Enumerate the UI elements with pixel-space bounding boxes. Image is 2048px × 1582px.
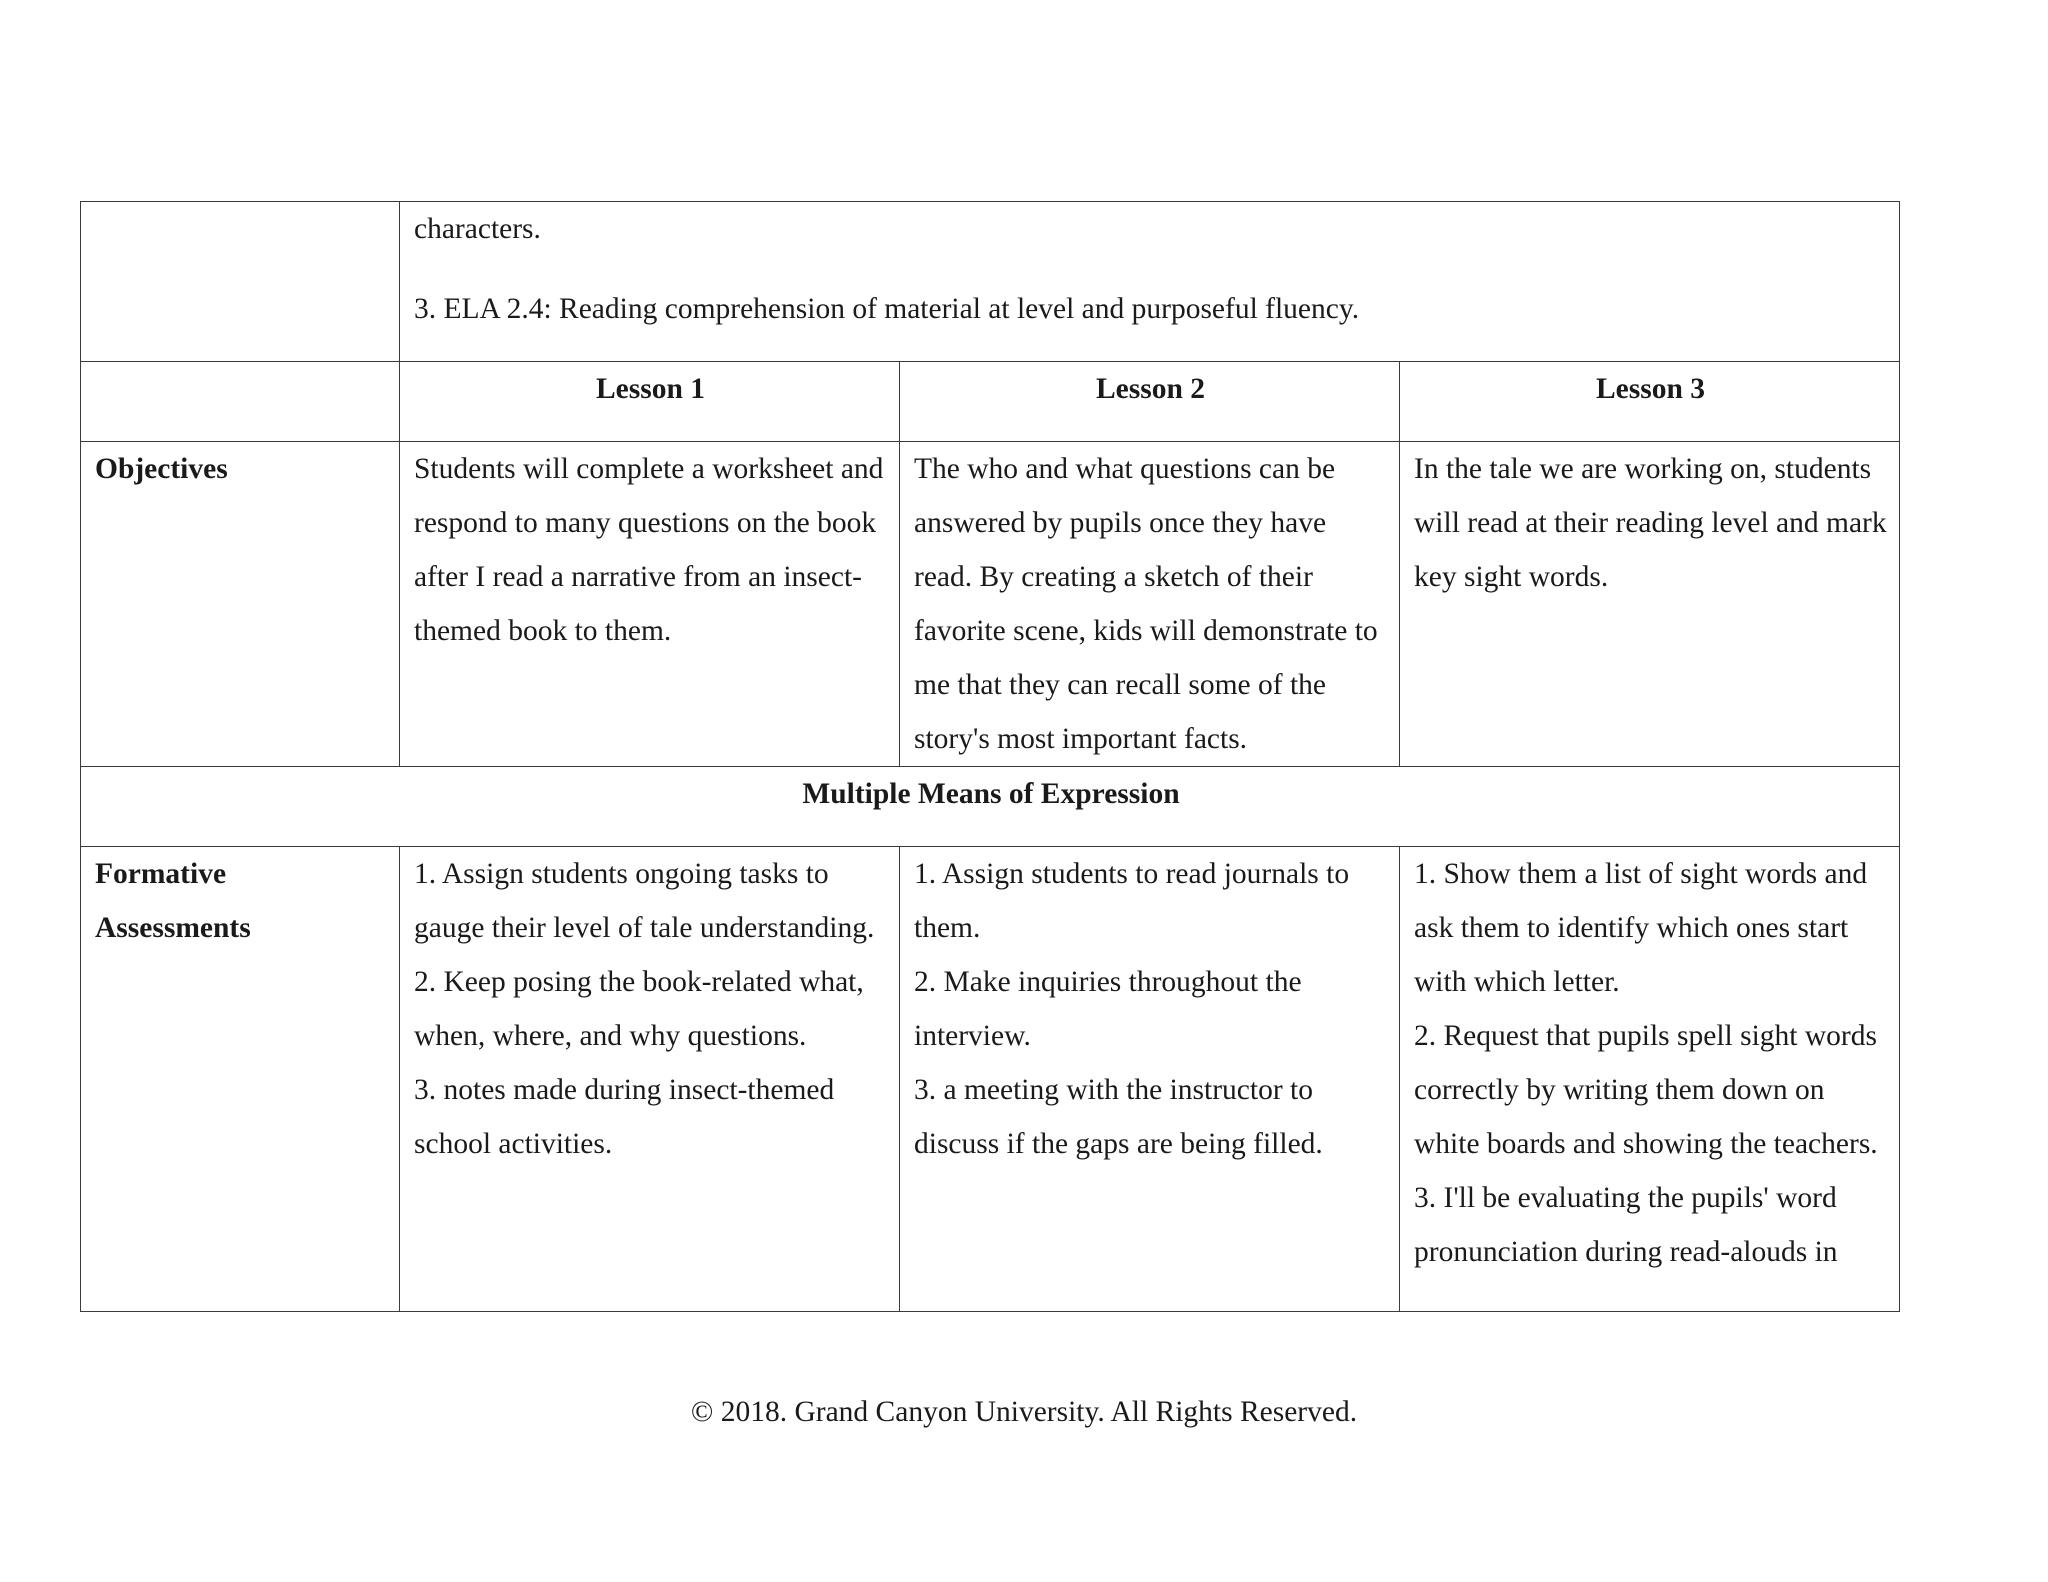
objectives-lesson-2: The who and what questions can be answered by pupils once they have read. By creating a sketch of their favorite scene, kids will demonstrate to me that they can recall some of the story's most important facts. <box>900 442 1400 767</box>
formative-lesson-3: 1. Show them a list of sight words and ask them to identify which ones start with which letter. 2. Request that pupils spell sight words correctly by writing them down on white boards and showing the teachers. 3. I'll be evaluating the pupils' word pronunciation during read-alouds in <box>1414 858 1878 1268</box>
lesson-header-row <box>81 362 1900 442</box>
lesson-2-header: Lesson 2 <box>900 362 1400 442</box>
lesson-1-header: Lesson 1 <box>400 362 900 442</box>
formative-assessments-label: Formative Assessments <box>81 847 400 1312</box>
standards-continued-text: characters. <box>414 213 541 245</box>
objectives-lesson-3: In the tale we are working on, students will read at their reading level and mark key sight words. <box>1400 442 1900 767</box>
section-row <box>81 767 1900 847</box>
formative-lesson-3-cell <box>1400 847 1900 1312</box>
standards-row <box>81 202 1900 362</box>
section-title: Multiple Means of Expression <box>81 767 1900 847</box>
objectives-lesson-1: Students will complete a worksheet and respond to many questions on the book after I read a narrative from an insect-themed book to them. <box>400 442 900 767</box>
copyright-footer: © 2018. Grand Canyon University. All Rights Reserved. <box>690 1396 1358 1428</box>
lesson-plan-table <box>80 201 1900 1312</box>
formative-lesson-1: 1. Assign students ongoing tasks to gauge their level of tale understanding. 2. Keep posing the book-related what, when, where, and why questions. 3. notes made during insect-themed school activities. <box>400 847 900 1312</box>
objectives-row <box>81 442 1900 767</box>
standards-label-cell <box>81 202 400 362</box>
standard-item-3: 3. ELA 2.4: Reading comprehension of material at level and purposeful fluency. <box>414 293 1360 325</box>
lesson-3-header: Lesson 3 <box>1400 362 1900 442</box>
formative-assessments-row <box>81 847 1900 1312</box>
standards-cell <box>400 202 1900 362</box>
formative-lesson-2: 1. Assign students to read journals to them. 2. Make inquiries throughout the interview. 3. a meeting with the instructor to discuss if the gaps are being filled. <box>900 847 1400 1312</box>
lesson-header-empty-cell <box>81 362 400 442</box>
objectives-label: Objectives <box>81 442 400 767</box>
